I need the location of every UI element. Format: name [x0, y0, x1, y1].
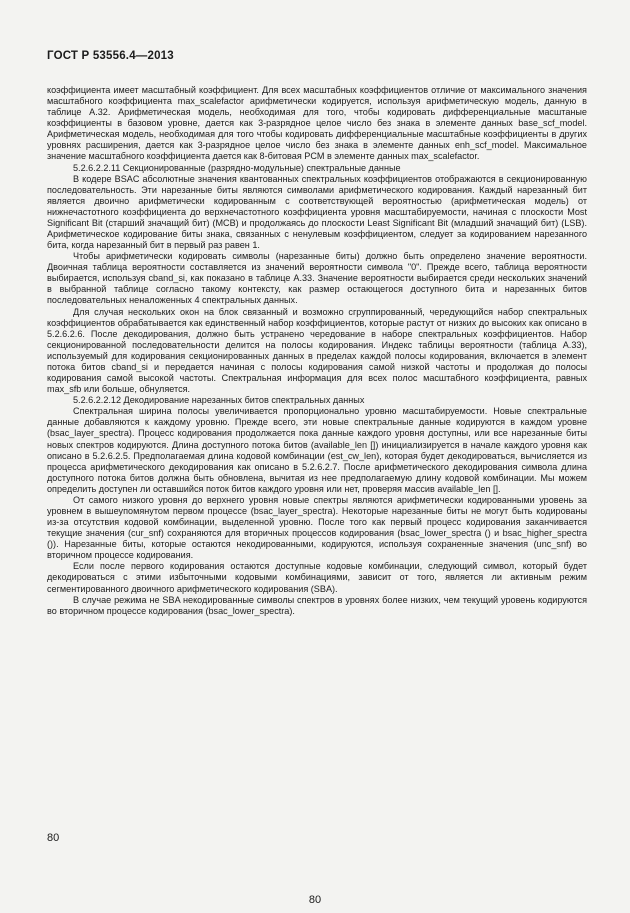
- section-heading: 5.2.6.2.2.12 Декодирование нарезанных битов спектральных данных: [73, 395, 365, 406]
- paragraph: Если после первого кодирования остаются доступные кодовые комбинации, следующий символ, который будет декодироваться с этими избыточными кодовыми комбинациями, зависит от того, является ли активным режим сегментированного двоичного арифметического кодирования (SBA).: [47, 561, 587, 594]
- section-heading: 5.2.6.2.2.11 Секционированные (разрядно-модульные) спектральные данные: [73, 162, 401, 173]
- paragraph: коэффициента имеет масштабный коэффициент. Для всех масштабных коэффициентов отличие от максимального значения масштабного коэффициента max_scalefactor арифметически кодируется, используя арифметическую модель, данную в таблице А.32. Арифметическая модель, необходимая для того, чтобы кодировать дифференциальные масштаные коэффициенты в базовом уровне, дается как 3-разрядное целое число без знака в элементе данных base_scf_model. Арифметическая модель, необходимая для того чтобы кодировать дифференциальные масштабные коэффициенты в других уровнях расширения, дается как 3-разрядное целое число без знака в элементе данных enh_scf_model. Максимальное значение масштабного коэффициента дается как 8-битовая PCM в элементе данных max_scalefactor.: [47, 85, 587, 162]
- document-header: ГОСТ Р 53556.4—2013: [47, 50, 174, 62]
- paragraph: Спектральная ширина полосы увеличивается пропорционально уровню масштабируемости. Новые спектральные данные добавляются к каждому уровню. Прежде всего, эти новые спектральные данные кодируются в каждом уровне (bsac_layer_spectra). Процесс кодирования продолжается пока данные каждого уровня доступны, или все нарезанные биты новых спектров кодируются. Длина доступного потока битов (available_len []) инициализируется в начале каждого уровня как описано в 5.2.6.2.5. Предполагаемая длина кодовой комбинации (est_cw_len), которая будет декодироваться, вычисляется из процесса арифметического декодирования как описано в 5.2.6.2.7. После арифметического декодирования символа длина доступного потока битов должна быть обновлена, вычитая из нее предполагаемую длину кодовой комбинации. Мы можем определить доступен ли оставшийся поток битов каждого уровня или нет, проверяя массив available_len [].: [47, 406, 587, 494]
- paragraph: В кодере BSAC абсолютные значения квантованных спектральных коэффициентов отображаются в секционированную последовательность. Эти нарезанные биты являются символами арифметического кодирования. Каждый нарезанный бит является двоично арифметически кодированным с соответствующей вероятностью (арифметическая модель) от нижнечастотного коэффициента до верхнечастотного коэффициента уровня масштабируемости, начиная с плоскости Most Significant Bit (старший значащий бит) (MCB) и продолжаясь до плоскости Least Significant Bit (младший значащий бит) (LSB). Арифметическое кодирование биты знака, связанных с ненулевым коэффициентом, следует за кодированием нарезанного бита, когда нарезанный бит в первый раз равен 1.: [47, 173, 587, 251]
- paragraph: Чтобы арифметически кодировать символы (нарезанные биты) должно быть определено значение вероятности. Двоичная таблица вероятности составляется из значений вероятности символа "0". Прежде всего, таблица вероятности выбирается, используя cband_si, как показано в таблице А.33. Значение вероятности выбирается среди нескольких значений в выбранной таблице согласно такому контексту, как размер остающегося доступного бита и нарезанных битов последовательных неналоженных 4 спектральных данных.: [47, 251, 587, 306]
- paragraph: В случае режима не SBA некодированные символы спектров в уровнях более низких, чем текущий уровень кодируются во вторичном процессе кодирования (bsac_lower_spectra).: [47, 594, 587, 616]
- paragraph: Для случая нескольких окон на блок связанный и возможно сгруппированный, чередующийся набор спектральных коэффициентов обрабатывается как единственный набор коэффициентов, которые растут от низких до высоких как описано в 5.2.6.2.6. После декодирования, должно быть устранено чередование в наборе спектральных коэффициентов. Набор секционированной последовательности делится на полосы кодирования. Индекс таблицы вероятности (таблица А.33), используемый для кодирования секционированных данных в пределах каждой полосы кодирования, включается в элемент потока битов cband_si и передается начиная с полосы кодирования самой низкой частоты и продолжая до полосы кодирования самой высокой частоты. Спектральная информация для всех полос масштабного коэффициента, равных max_sfb или больше, обнуляется.: [47, 306, 587, 395]
- paragraph: От самого низкого уровня до верхнего уровня новые спектры являются арифметически кодированными уровень за уровнем в вышеупомянутом первом процессе (bsac_layer_spectra). Некоторые нарезанные биты не могут быть кодированы из-за отсутствия кодовой комбинации, выделенной уровню. После того как первый процесс кодирования заканчивается текущие значения (cur_snf) сохраняются для вторичных процессов кодирования (bsac_lower_spectra () и bsac_higher_spectra ()). Нарезанные биты, которые остаются некодированными, кодируются, используя сохраненные значения (unc_snf) во вторичном процессе кодирования.: [47, 494, 587, 561]
- document-body: [47, 85, 587, 617]
- page-number: 80: [47, 832, 60, 844]
- scan-page-number: 80: [308, 894, 322, 906]
